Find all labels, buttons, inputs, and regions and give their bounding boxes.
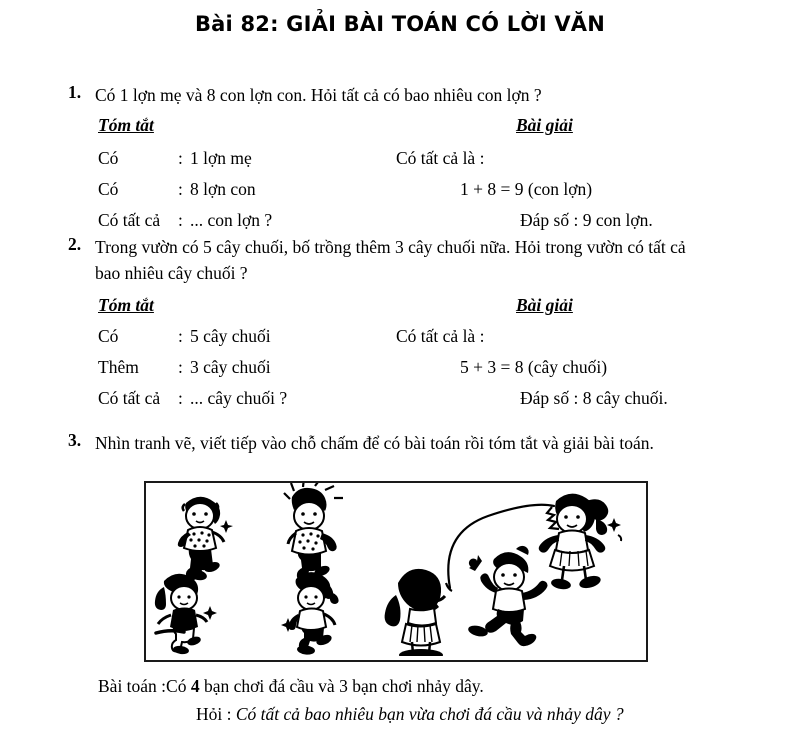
problem-2-solution-line-3: Đáp số : 8 cây chuối.	[520, 388, 668, 408]
problem-1-statement: Có 1 lợn mẹ và 8 con lợn con. Hỏi tất cả có bao nhiêu con lợn ?	[95, 85, 542, 105]
summary-colon: :	[178, 148, 183, 168]
illustration-frame	[144, 481, 648, 662]
bottom-ask-line	[196, 704, 624, 725]
problem-2-solution-line-1: Có tất cả là :	[396, 326, 485, 346]
problem-1-solution-line-3: Đáp số : 9 con lợn.	[520, 210, 653, 230]
bottom-problem-text-b: bạn chơi đá cầu và	[199, 676, 340, 696]
problem-1-number: 1.	[68, 82, 82, 102]
summary-label: Thêm	[98, 357, 139, 377]
bottom-problem-label: Bài toán :	[98, 676, 167, 696]
problem-1-summary-heading: Tóm tắt	[98, 115, 154, 135]
bottom-problem-number-1: 4	[190, 676, 200, 696]
summary-label: Có	[98, 148, 119, 168]
bottom-problem-text-c: bạn chơi nhảy dây.	[347, 676, 484, 696]
summary-value: 3 cây chuối	[190, 357, 271, 377]
summary-label: Có	[98, 179, 119, 199]
summary-label: Có	[98, 326, 119, 346]
problem-3-number: 3.	[68, 430, 82, 450]
summary-value: 5 cây chuối	[190, 326, 271, 346]
summary-value: 8 lợn con	[190, 179, 256, 199]
bottom-ask-label: Hỏi :	[196, 704, 232, 724]
problem-2-summary-row-3	[98, 388, 287, 409]
problem-1-summary-row-2	[98, 179, 256, 200]
page-title: Bài 82: GIẢI BÀI TOÁN CÓ LỜI VĂN	[194, 12, 606, 36]
summary-colon: :	[178, 179, 183, 199]
summary-colon: :	[178, 326, 183, 346]
bottom-problem-number-2: 3	[339, 676, 348, 696]
children-playing-illustration	[146, 483, 642, 656]
problem-1-solution-line-2: 1 + 8 = 9 (con lợn)	[460, 179, 593, 199]
problem-2-solution-line-2: 5 + 3 = 8 (cây chuối)	[460, 357, 608, 377]
summary-label: Có tất cả	[98, 210, 161, 230]
problem-2-summary-row-1	[98, 326, 271, 347]
summary-value: 1 lợn mẹ	[190, 148, 252, 168]
problem-2-statement: Trong vườn có 5 cây chuối, bố trồng thêm 3 cây chuối nữa. Hỏi trong vườn có tất cả bao nhiêu cây chuối ?	[95, 237, 686, 283]
problem-2-solution-heading: Bài giải	[516, 295, 573, 315]
summary-value: ... con lợn ?	[190, 210, 273, 230]
summary-colon: :	[178, 210, 183, 230]
problem-2-summary-row-2	[98, 357, 271, 378]
bottom-problem-text-a: Có	[166, 676, 191, 696]
summary-value: ... cây chuối ?	[190, 388, 288, 408]
bottom-problem-line	[98, 676, 484, 697]
bottom-ask-text: Có tất cả bao nhiêu bạn vừa chơi đá cầu và nhảy dây ?	[235, 704, 624, 724]
problem-3-statement: Nhìn tranh vẽ, viết tiếp vào chỗ chấm để có bài toán rồi tóm tắt và giải bài toán.	[95, 433, 654, 453]
summary-label: Có tất cả	[98, 388, 161, 408]
problem-1-summary-row-3	[98, 210, 272, 231]
summary-colon: :	[178, 388, 183, 408]
problem-2-summary-heading: Tóm tắt	[98, 295, 154, 315]
problem-2-number: 2.	[68, 234, 82, 254]
problem-1-solution-heading: Bài giải	[516, 115, 573, 135]
problem-1-summary-row-1	[98, 148, 252, 169]
summary-colon: :	[178, 357, 183, 377]
problem-1-solution-line-1: Có tất cả là :	[396, 148, 485, 168]
